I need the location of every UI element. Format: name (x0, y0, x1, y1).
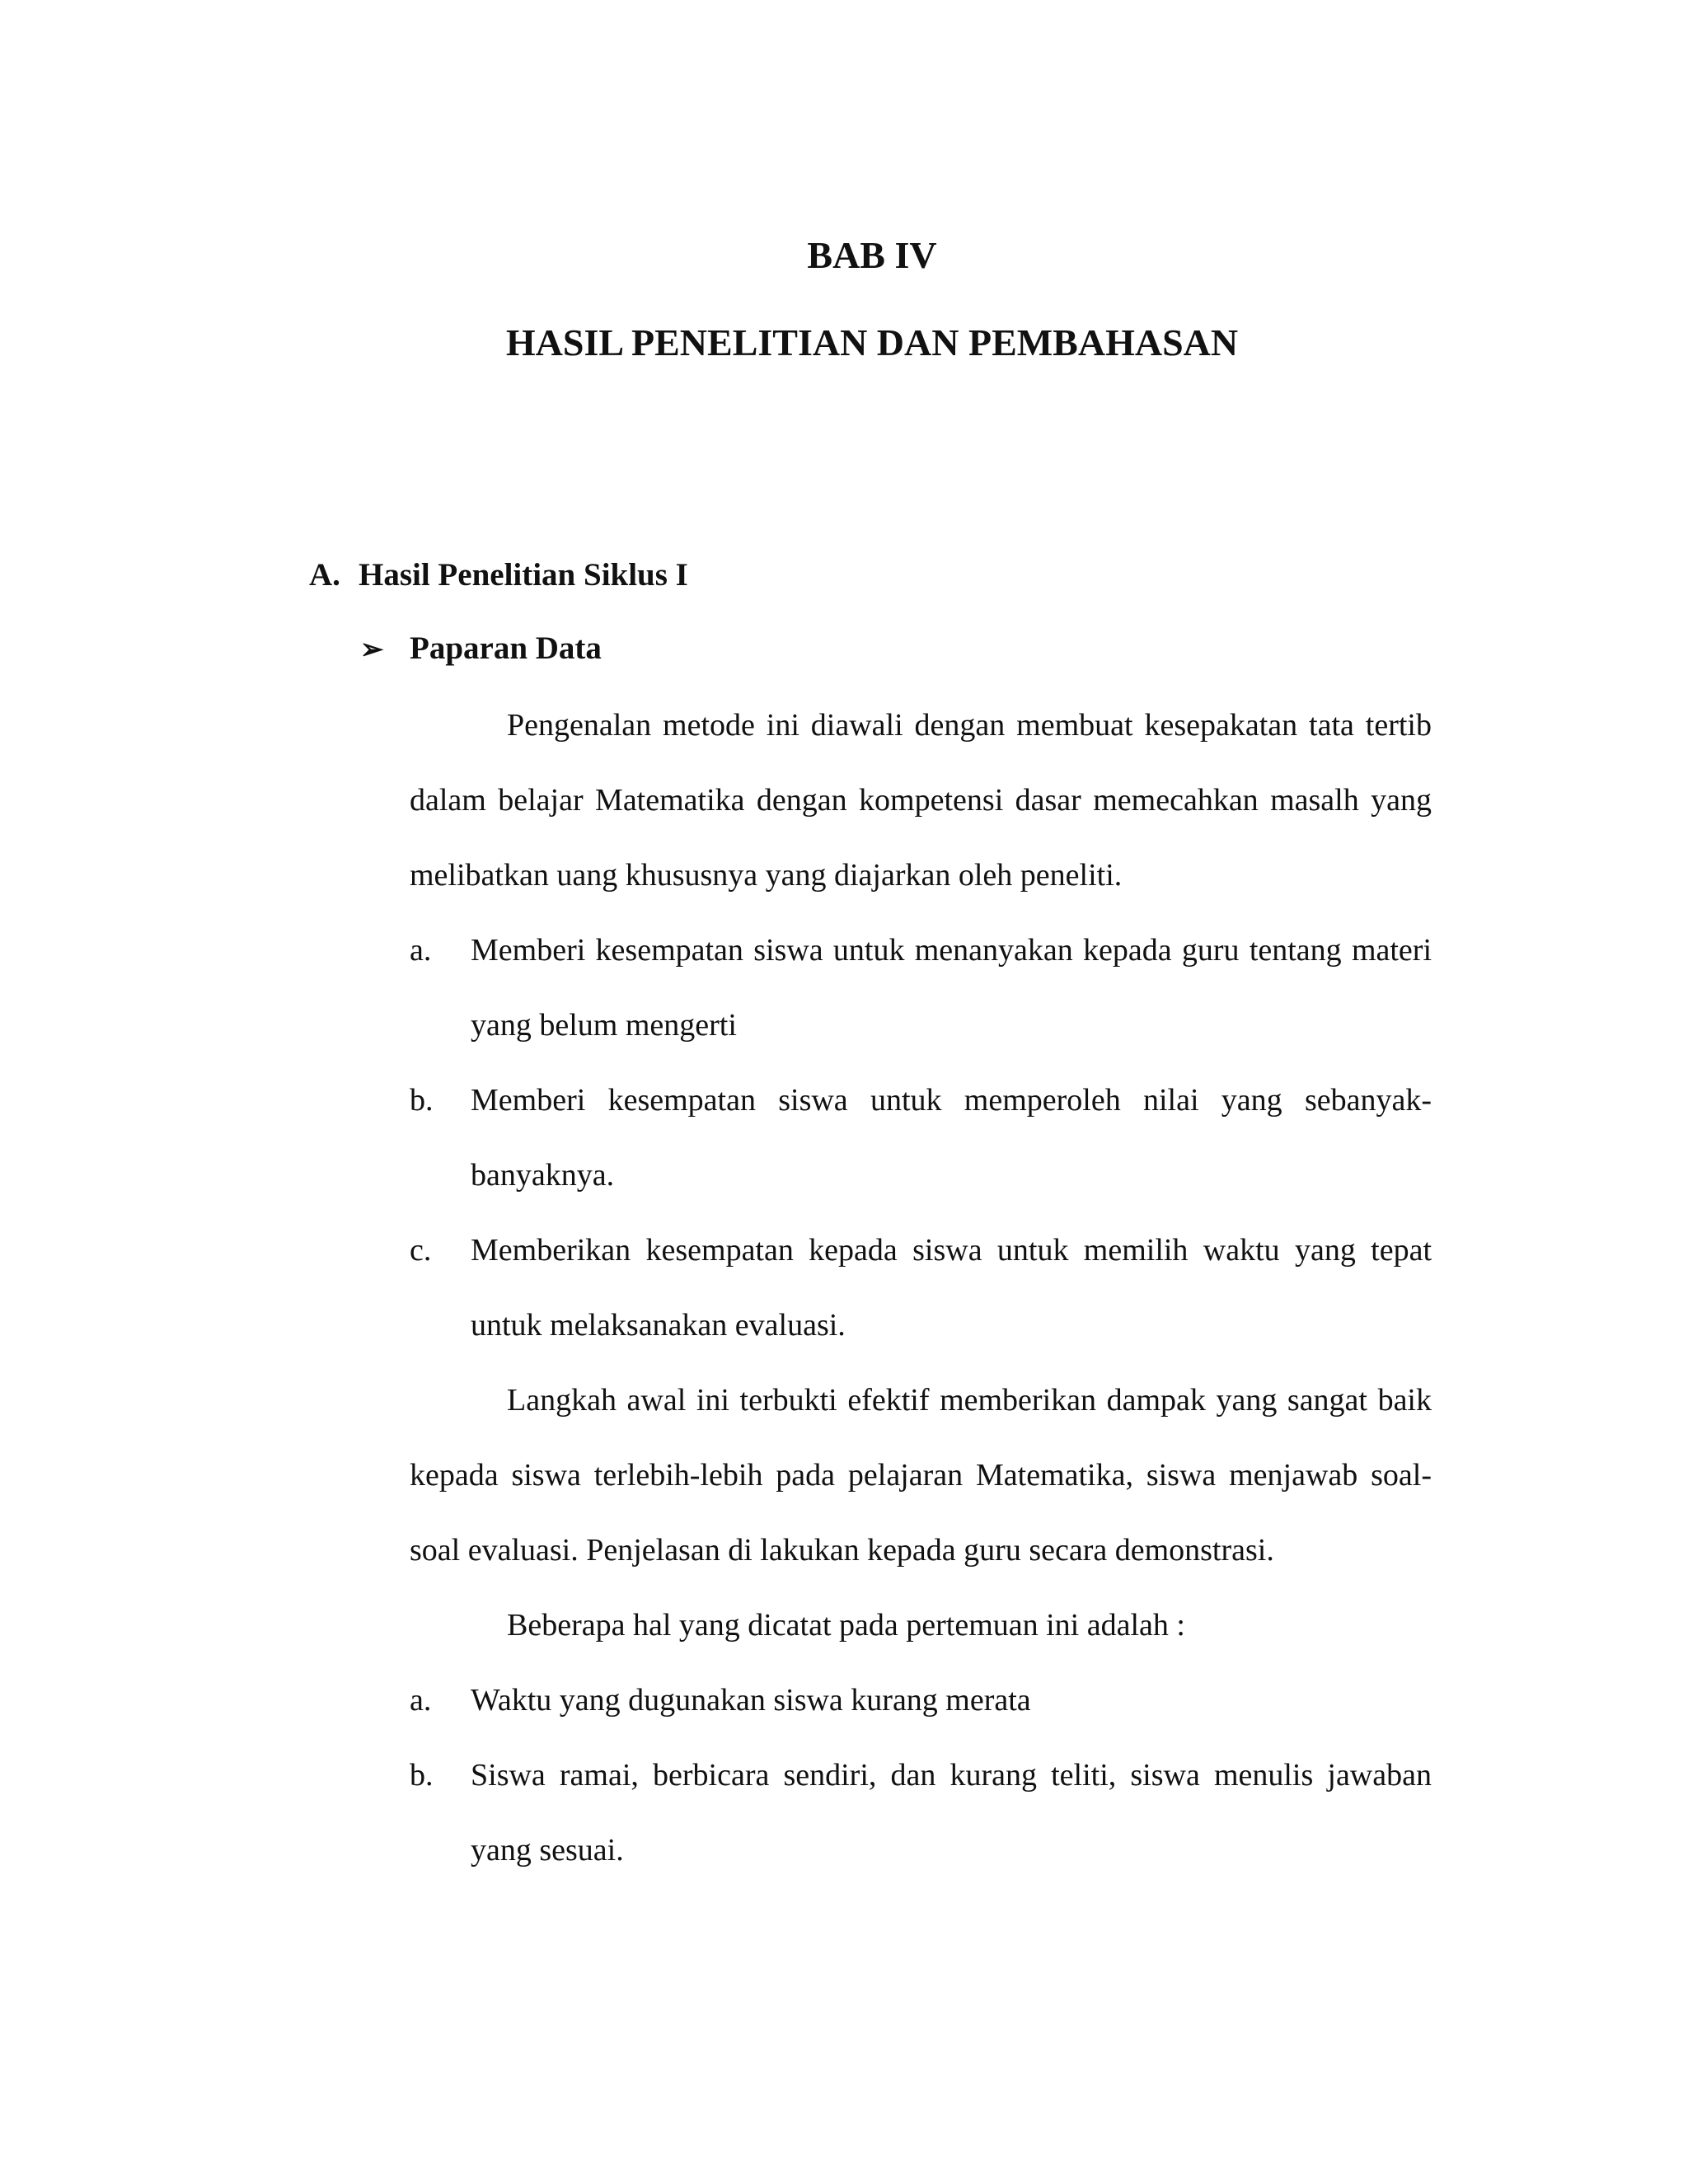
list-marker: b. (410, 1758, 434, 1793)
paragraph-result: Langkah awal ini terbukti efektif memberikan dampak yang sangat baik kepada siswa terlebih-lebih pada pelajaran Matematika, siswa menjawab soal-soal evaluasi. Penjelasan di lakukan kepada guru secara demonstrasi. (410, 1383, 1432, 1568)
section-title: Hasil Penelitian Siklus I (359, 557, 688, 593)
list-marker: a. (410, 1683, 432, 1718)
list-text: Memberi kesempatan siswa untuk menanyakan kepada guru tentang materi yang belum mengerti (471, 933, 1432, 1043)
paragraph-notes-intro: Beberapa hal yang dicatat pada pertemuan ini adalah : (507, 1608, 1185, 1643)
section-letter: A. (309, 557, 340, 593)
list-text: Siswa ramai, berbicara sendiri, dan kurang teliti, siswa menulis jawaban yang sesuai. (471, 1758, 1432, 1868)
chapter-title: HASIL PENELITIAN DAN PEMBAHASAN (505, 321, 1239, 363)
list-item (410, 1663, 1432, 1738)
list-marker: a. (410, 933, 432, 968)
list-item (410, 1738, 1432, 1888)
list-item (410, 1063, 1432, 1213)
section-heading (309, 555, 688, 596)
arrow-bullet-icon: ➢ (360, 635, 384, 665)
list-text: Memberi kesempatan siswa untuk memperoleh nilai yang sebanyak-banyaknya. (471, 1083, 1432, 1193)
list-marker: c. (410, 1233, 432, 1268)
list-text: Waktu yang dugunakan siswa kurang merata (471, 1683, 1031, 1718)
list-item (410, 913, 1432, 1063)
paragraph-intro: Pengenalan metode ini diawali dengan membuat kesepakatan tata tertib dalam belajar Matematika dengan kompetensi dasar memecahkan masalh yang melibatkan uang khususnya yang diajarkan oleh peneliti. (410, 708, 1432, 893)
list-marker: b. (410, 1083, 434, 1118)
list-text: Memberikan kesempatan kepada siswa untuk memilih waktu yang tepat untuk melaksanakan evaluasi. (471, 1233, 1432, 1343)
subsection-heading (360, 628, 602, 671)
list-item (410, 1213, 1432, 1363)
subsection-title: Paparan Data (410, 630, 602, 666)
chapter-number: BAB IV (807, 234, 937, 276)
